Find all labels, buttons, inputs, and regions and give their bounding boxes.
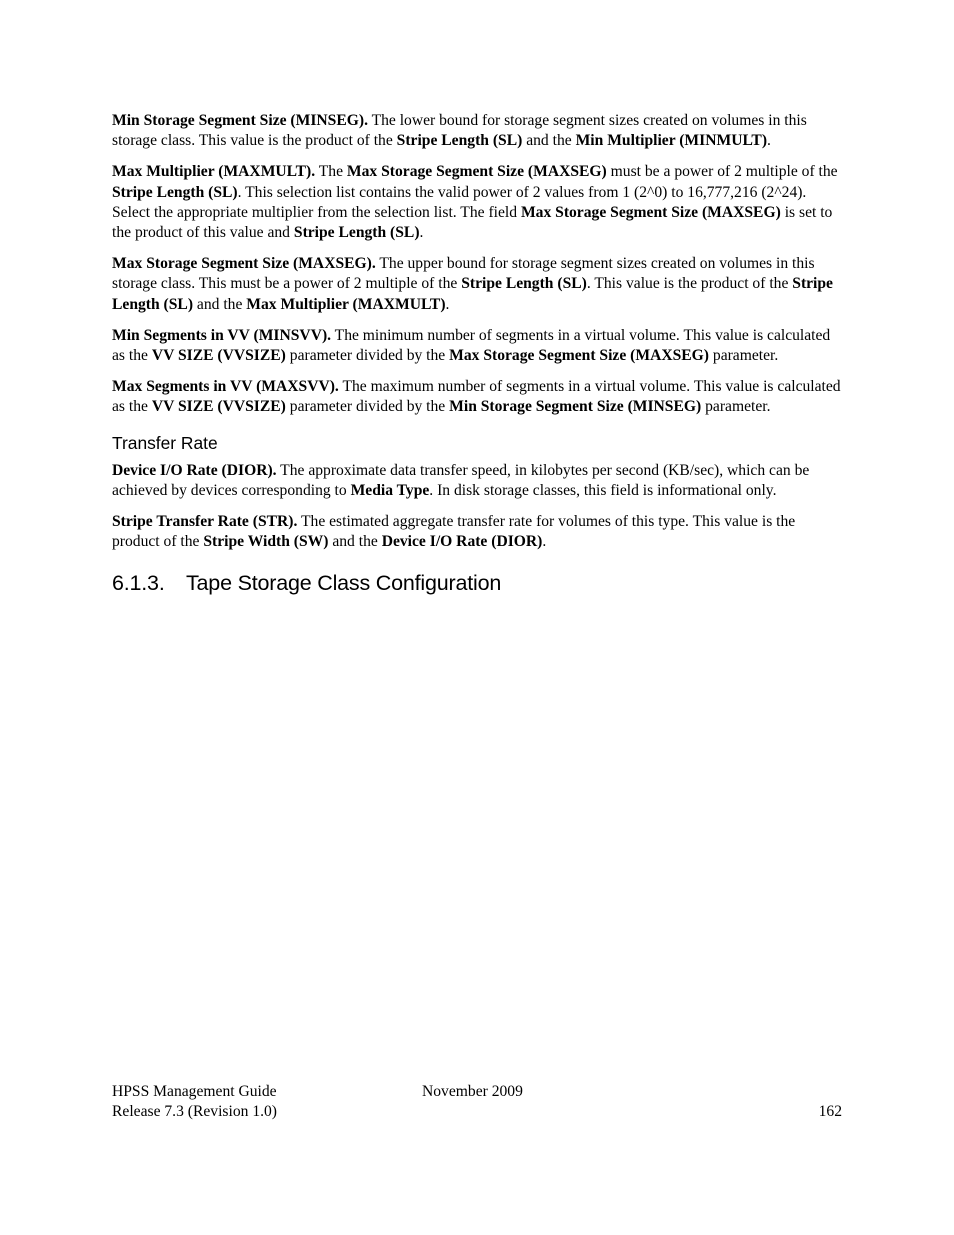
body-text: must be a power of 2 multiple of the: [606, 163, 838, 181]
body-text: parameter divided by the: [285, 398, 450, 416]
paragraph: [112, 461, 844, 501]
body-text: parameter.: [709, 347, 779, 365]
bold-term: Min Storage Segment Size (MINSEG).: [112, 112, 368, 129]
body-text: The estimated aggregate transfer rate for volumes of this type. This value is the product of the: [112, 513, 796, 551]
body-text: . This selection list contains the valid power of 2 values from 1 (2^0) to 16,777,216 (2^24). Select the appropriate multiplier from the selection list. The field: [112, 183, 807, 221]
bold-term: Max Storage Segment Size (MAXSEG).: [112, 255, 376, 273]
transfer-rate-heading: Transfer Rate: [112, 432, 218, 453]
body-text: The upper bound for storage segment sizes created on volumes in this storage class. This must be a power of 2 multiple of the: [112, 255, 815, 293]
body-text: is set to the product of this value and: [112, 203, 833, 242]
section-title: Tape Storage Class Configuration: [186, 571, 502, 596]
bold-term: Device I/O Rate (DIOR): [381, 533, 543, 551]
section-number: 6.1.3.: [112, 571, 165, 596]
bold-term: Max Multiplier (MAXMULT): [246, 295, 446, 313]
bold-term: Stripe Transfer Rate (STR).: [112, 513, 298, 531]
body-text: and the: [522, 132, 576, 150]
body-text: The minimum number of segments in a virtual volume. This value is calculated as the: [112, 326, 831, 365]
body-text: .: [445, 295, 450, 313]
bold-term: Min Storage Segment Size (MINSEG): [449, 398, 702, 416]
footer-release: Release 7.3 (Revision 1.0): [112, 1103, 277, 1120]
bold-term: Max Storage Segment Size (MAXSEG): [449, 347, 709, 365]
body-text: The maximum number of segments in a virtual volume. This value is calculated as the: [112, 378, 841, 416]
bold-term: Max Multiplier (MAXMULT).: [112, 163, 316, 181]
bold-term: Stripe Width (SW): [203, 533, 329, 551]
bold-term: Stripe Length (SL): [293, 224, 420, 242]
bold-term: Stripe Length (SL): [461, 275, 587, 293]
bold-term: Stripe Length (SL): [396, 132, 523, 150]
bold-term: Min Multiplier (MINMULT): [575, 132, 768, 150]
body-text: . This value is the product of the: [586, 275, 793, 293]
body-text: parameter.: [701, 398, 771, 416]
bold-term: Device I/O Rate (DIOR).: [112, 461, 277, 479]
bold-term: Max Storage Segment Size (MAXSEG): [520, 203, 781, 221]
footer-page-number: 162: [818, 1103, 842, 1120]
body-text: The: [315, 163, 347, 181]
body-text: The lower bound for storage segment sizes created on volumes in this storage class. This value is the product of the: [112, 112, 807, 150]
paragraph: [112, 111, 844, 151]
body-text: and the: [193, 295, 247, 313]
paragraph: [112, 254, 844, 315]
body-text: . In disk storage classes, this field is informational only.: [429, 481, 777, 499]
bold-term: Stripe Length (SL): [112, 183, 238, 201]
bold-term: Max Segments in VV (MAXSVV).: [112, 378, 339, 396]
storage-segment-parameters: [112, 111, 844, 418]
body-text: .: [419, 224, 424, 242]
body-text: parameter divided by the: [285, 347, 450, 365]
bold-term: VV SIZE (VVSIZE): [151, 347, 286, 365]
section-heading: [112, 571, 844, 595]
footer-guide-title: HPSS Management Guide: [112, 1083, 277, 1100]
paragraph: [112, 162, 844, 243]
transfer-rate-parameters: [112, 461, 844, 553]
body-text: .: [542, 533, 547, 551]
bold-term: VV SIZE (VVSIZE): [151, 398, 286, 416]
body-text: .: [767, 132, 771, 150]
bold-term: Max Storage Segment Size (MAXSEG): [346, 163, 607, 181]
footer-date: November 2009: [422, 1083, 523, 1100]
paragraph: [112, 512, 844, 552]
bold-term: Media Type: [350, 481, 430, 499]
bold-term: Min Segments in VV (MINSVV).: [112, 326, 332, 344]
bold-term: Stripe Length (SL): [112, 275, 833, 313]
body-text: The approximate data transfer speed, in kilobytes per second (KB/sec), which can be achieved by devices corresponding to: [112, 461, 810, 499]
document-body: [112, 111, 844, 595]
body-text: and the: [328, 533, 382, 551]
paragraph: [112, 326, 844, 366]
page-footer: [112, 1082, 844, 1122]
paragraph: [112, 377, 844, 417]
